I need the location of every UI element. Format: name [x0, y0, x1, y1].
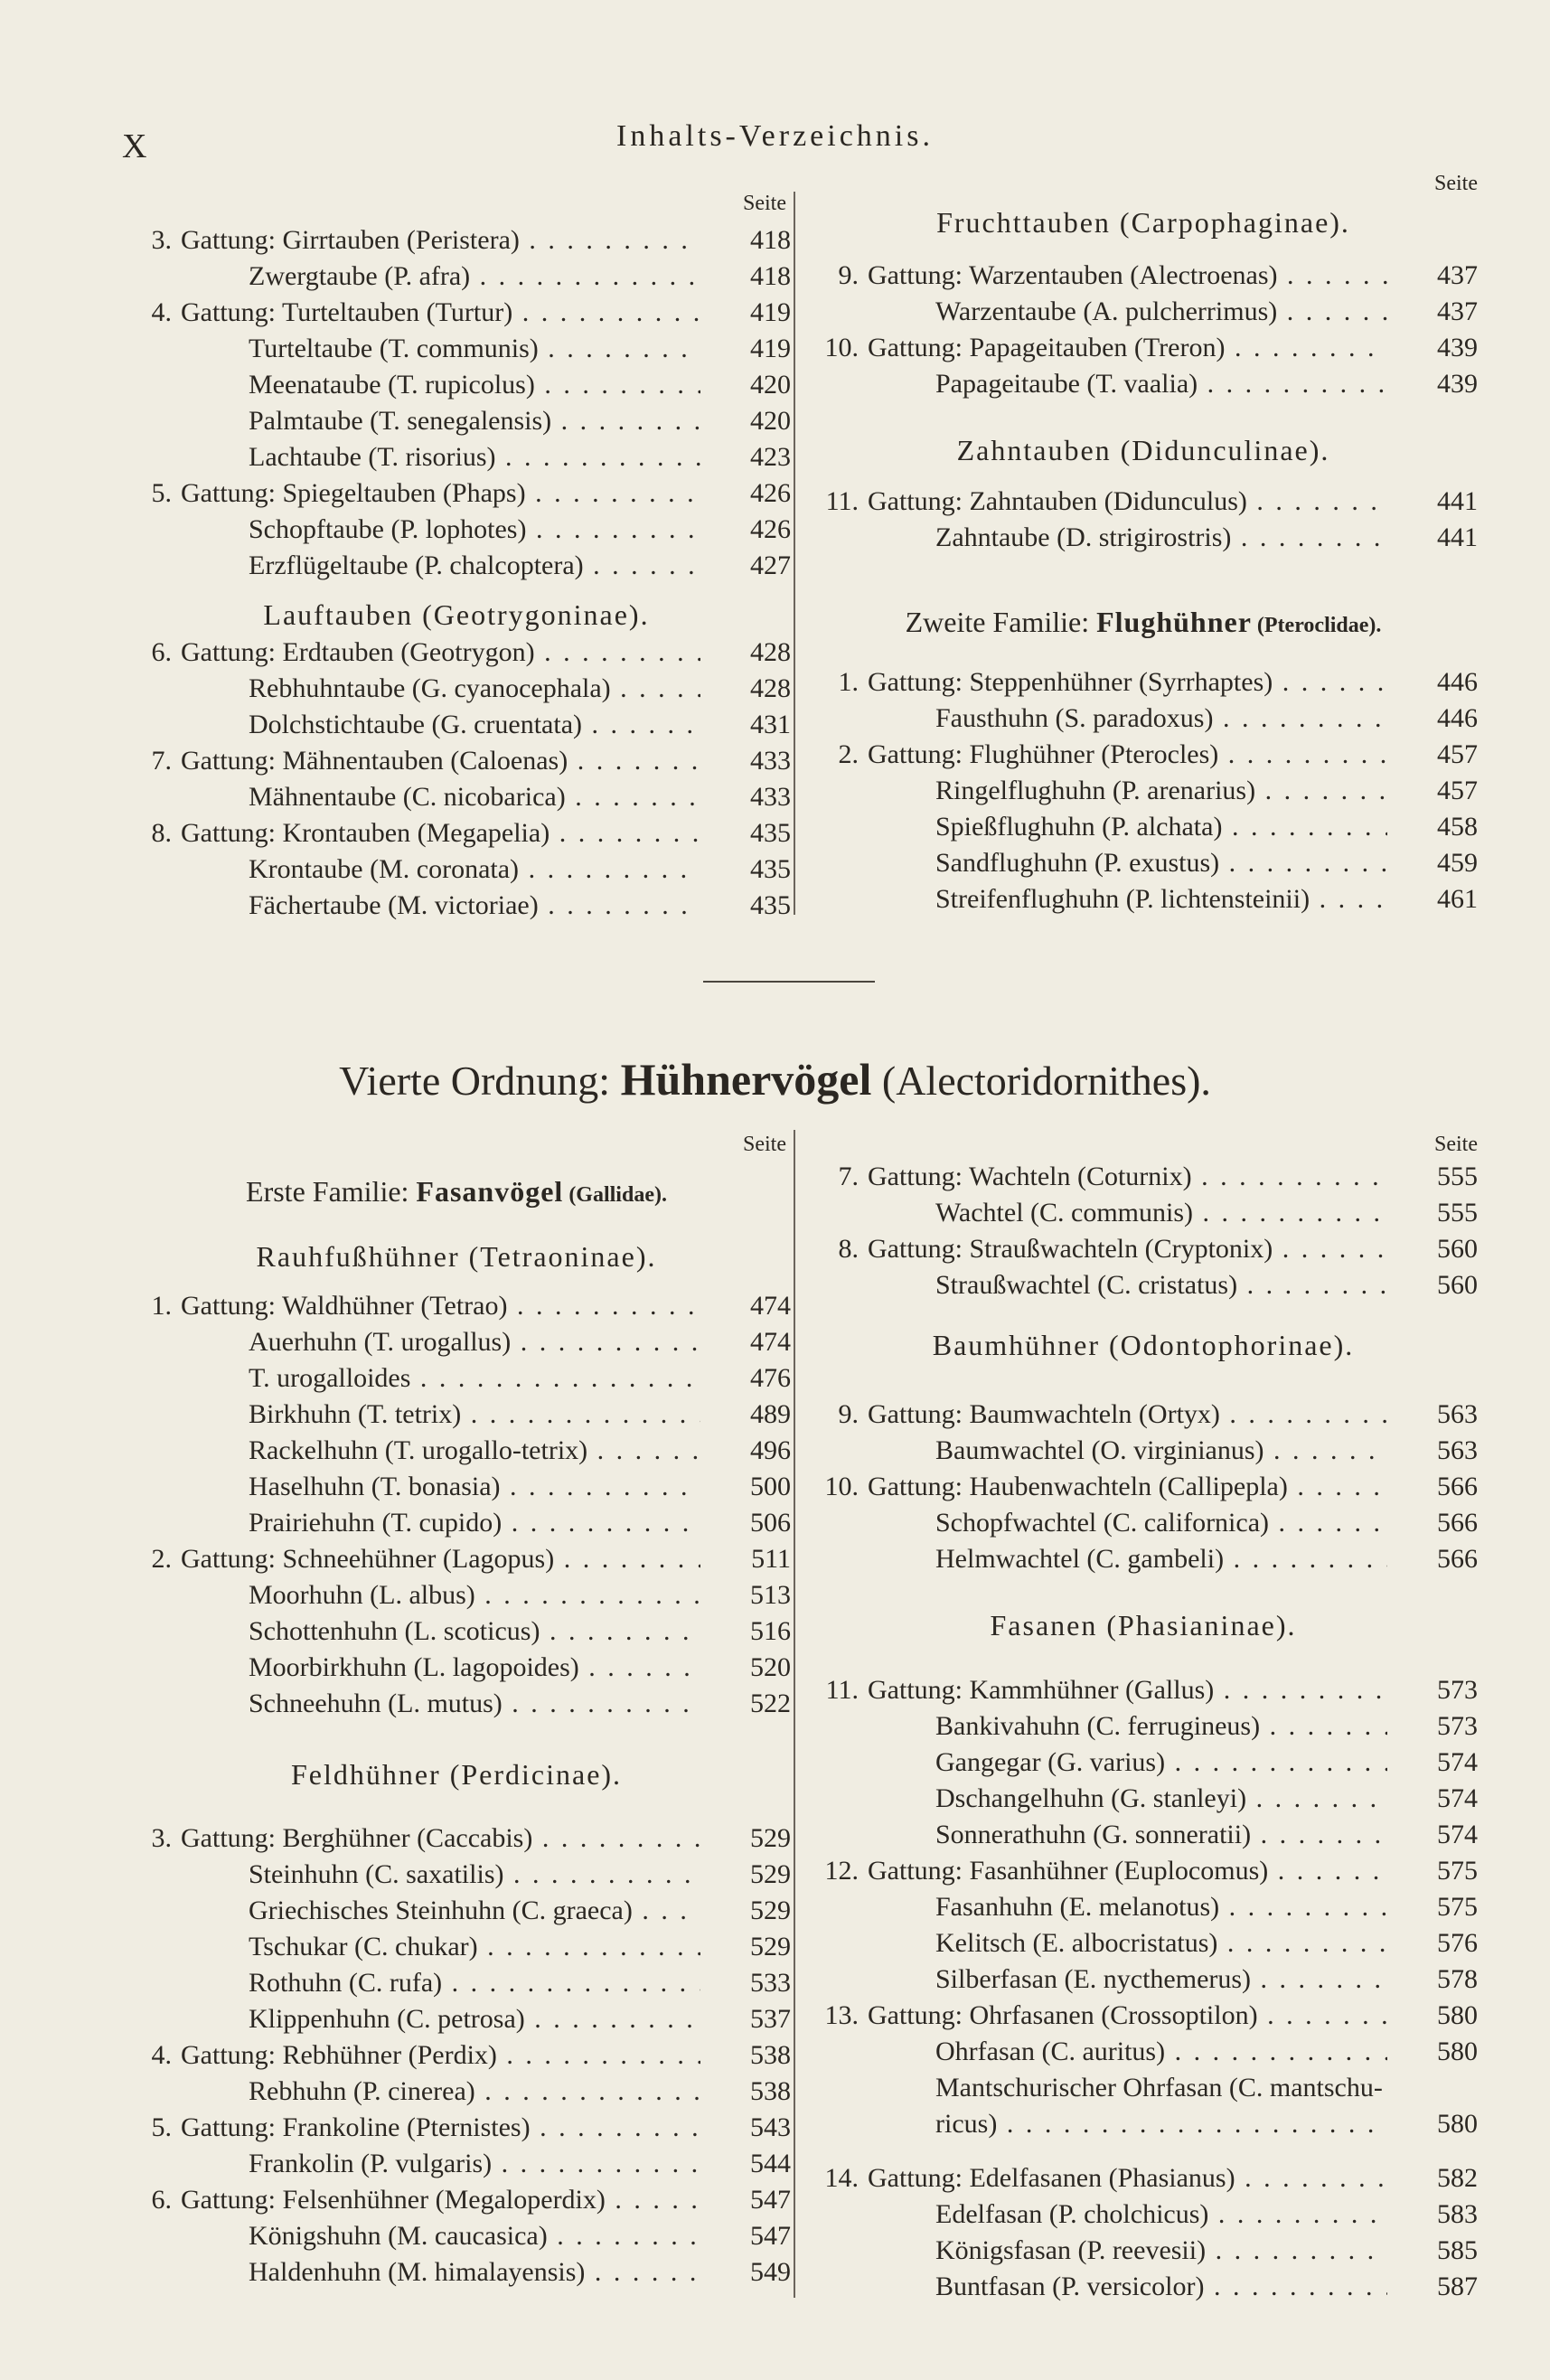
page-ref: 537	[750, 2004, 791, 2034]
column-divider	[794, 192, 795, 915]
toc-entry	[809, 1672, 1478, 1708]
genus-name: Gattung: Baumwachteln (Ortyx) . . .	[868, 1397, 1387, 1433]
page-ref: 575	[1437, 1892, 1478, 1922]
subfamily-heading: Lauftauben (Geotrygoninae).	[263, 598, 650, 631]
page-ref: 431	[750, 710, 791, 739]
page-ref: 575	[1437, 1856, 1478, 1886]
genus-number: 4.	[151, 297, 172, 327]
species-name: Buntfasan (P. versicolor) . . .	[935, 2269, 1387, 2305]
page-ref: 583	[1437, 2199, 1478, 2229]
species-name: Königsfasan (P. reevesii) . . .	[935, 2233, 1387, 2269]
genus-name: Gattung: Steppenhühner (Syrrhaptes) . . .	[868, 664, 1387, 701]
page-ref: 423	[750, 442, 791, 472]
genus-number: 6.	[151, 2185, 172, 2215]
toc-entry	[809, 1889, 1478, 1925]
species-name: Schneehuhn (L. mutus) . . .	[249, 1686, 700, 1722]
family-prefix: Erste Familie:	[246, 1175, 417, 1208]
genus-name: Gattung: Frankoline (Pternistes) . . .	[181, 2110, 700, 2146]
species-name: Zahntaube (D. strigirostris) . . .	[935, 520, 1387, 556]
species-name: Ohrfasan (C. auritus) . . .	[935, 2034, 1387, 2070]
toc-entry	[809, 1195, 1478, 1231]
species-name: Sonnerathuhn (G. sonneratii) . . .	[935, 1817, 1387, 1853]
species-name: Edelfasan (P. cholchicus) . . .	[935, 2197, 1387, 2233]
genus-number: 1.	[151, 1291, 172, 1321]
page-ref: 580	[1437, 2037, 1478, 2066]
page-ref: 544	[750, 2149, 791, 2178]
seite-label: Seite	[1434, 1133, 1478, 1156]
page-ref: 474	[750, 1327, 791, 1357]
genus-number: 5.	[151, 2112, 172, 2142]
genus-number: 11.	[825, 486, 859, 516]
toc-entry	[809, 1925, 1478, 1961]
toc-entry	[809, 845, 1478, 881]
toc-entry	[809, 701, 1478, 737]
toc-entry	[809, 1231, 1478, 1267]
toc-entry	[122, 1613, 791, 1650]
genus-name: Gattung: Erdtauben (Geotrygon) . . .	[181, 635, 700, 671]
page-ref: 435	[750, 890, 791, 920]
toc-entry	[122, 671, 791, 707]
toc-entry	[122, 779, 791, 815]
seite-label: Seite	[743, 192, 786, 215]
family-heading	[122, 1175, 791, 1209]
page-ref: 489	[750, 1399, 791, 1429]
toc-entry	[122, 475, 791, 512]
toc-entry	[809, 1745, 1478, 1781]
species-name: Rothuhn (C. rufa) . . .	[249, 1965, 700, 2001]
page-ref: 573	[1437, 1711, 1478, 1741]
toc-entry	[122, 403, 791, 439]
genus-name: Gattung: Turteltauben (Turtur) . . .	[181, 295, 700, 331]
page-ref: 459	[1437, 848, 1478, 878]
toc-entry	[122, 512, 791, 548]
page-ref: 435	[750, 854, 791, 884]
genus-number: 3.	[151, 225, 172, 255]
toc-entry	[809, 1998, 1478, 2034]
page-ref: 426	[750, 514, 791, 544]
page-ref: 582	[1437, 2163, 1478, 2193]
page-ref: 426	[750, 478, 791, 508]
subfamily-heading: Rauhfußhühner (Tetraoninae).	[256, 1240, 657, 1273]
page-ref: 458	[1437, 812, 1478, 842]
toc-entry	[809, 773, 1478, 809]
toc-entry	[122, 1965, 791, 2001]
toc-entry	[122, 1893, 791, 1929]
genus-name: Gattung: Felsenhühner (Megaloperdix) . . .	[181, 2182, 700, 2218]
genus-number: 10.	[824, 333, 859, 362]
genus-name: Gattung: Mähnentauben (Caloenas) . . .	[181, 743, 700, 779]
genus-name: Gattung: Girrtauben (Peristera) . . .	[181, 222, 700, 259]
page-ref: 555	[1437, 1198, 1478, 1228]
subfamily-heading: Baumhühner (Odontophorinae).	[932, 1329, 1355, 1361]
genus-name: Gattung: Rebhühner (Perdix) . . .	[181, 2037, 700, 2074]
toc-entry	[809, 809, 1478, 845]
subfamily-heading: Feldhühner (Perdicinae).	[290, 1758, 623, 1791]
toc-entry	[809, 484, 1478, 520]
genus-number: 1.	[838, 667, 859, 697]
genus-name: Gattung: Straußwachteln (Cryptonix) . . .	[868, 1231, 1387, 1267]
order-prefix: Vierte Ordnung:	[339, 1058, 611, 1104]
genus-number: 9.	[838, 1399, 859, 1429]
toc-entry	[809, 1267, 1478, 1303]
page-ref: 446	[1437, 703, 1478, 733]
genus-name: Gattung: Ohrfasanen (Crossoptilon) . . .	[868, 1998, 1387, 2034]
page-ref: 511	[751, 1544, 791, 1574]
toc-entry	[122, 815, 791, 851]
toc-entry	[122, 222, 791, 259]
species-name: Zwergtaube (P. afra) . . .	[249, 259, 700, 295]
species-name: Königshuhn (M. caucasica) . . .	[249, 2218, 700, 2254]
genus-number: 3.	[151, 1823, 172, 1853]
toc-entry	[122, 2001, 791, 2037]
genus-name: Gattung: Warzentauben (Alectroenas) . . .	[868, 258, 1387, 294]
genus-name: Gattung: Berghühner (Caccabis) . . .	[181, 1820, 700, 1857]
species-name: Ringelflughuhn (P. arenarius) . . .	[935, 773, 1387, 809]
page-ref: 419	[750, 297, 791, 327]
genus-name: Gattung: Haubenwachteln (Callipepla) . . .	[868, 1469, 1387, 1505]
genus-number: 5.	[151, 478, 172, 508]
page-ref: 433	[750, 746, 791, 776]
page-ref: 446	[1437, 667, 1478, 697]
running-title: Inhalts-Verzeichnis.	[616, 119, 934, 153]
subfamily-heading: Fasanen (Phasianinae).	[990, 1609, 1297, 1642]
genus-number: 7.	[151, 746, 172, 776]
toc-entry	[122, 367, 791, 403]
toc-entry	[809, 1469, 1478, 1505]
toc-entry	[122, 1650, 791, 1686]
genus-name: Gattung: Papageitauben (Treron) . . .	[868, 330, 1387, 366]
species-name: Rebhuhntaube (G. cyanocephala) . . .	[249, 671, 700, 707]
species-name: Spießflughuhn (P. alchata) . . .	[935, 809, 1387, 845]
page-ref: 585	[1437, 2235, 1478, 2265]
page-ref: 580	[1437, 2109, 1478, 2139]
toc-entry	[122, 1820, 791, 1857]
toc-entry	[809, 2197, 1478, 2233]
toc-entry	[122, 2218, 791, 2254]
genus-number: 11.	[825, 1675, 859, 1705]
page-ref: 573	[1437, 1675, 1478, 1705]
species-name: Frankolin (P. vulgaris) . . .	[249, 2146, 700, 2182]
toc-entry	[809, 330, 1478, 366]
toc-entry	[122, 2110, 791, 2146]
genus-number: 2.	[838, 739, 859, 769]
seite-label: Seite	[743, 1133, 786, 1156]
species-name: Erzflügeltaube (P. chalcoptera) . . .	[249, 548, 700, 584]
page-ref: 555	[1437, 1162, 1478, 1191]
species-name: Haselhuhn (T. bonasia) . . .	[249, 1469, 700, 1505]
page-ref: 441	[1437, 486, 1478, 516]
species-name: Haldenhuhn (M. himalayensis) . . .	[249, 2254, 700, 2291]
toc-entry	[809, 520, 1478, 556]
toc-entry	[809, 2233, 1478, 2269]
page-ref: 441	[1437, 522, 1478, 552]
page-ref: 574	[1437, 1747, 1478, 1777]
species-name: Fausthuhn (S. paradoxus) . . .	[935, 701, 1387, 737]
species-name: Palmtaube (T. senegalensis) . . .	[249, 403, 700, 439]
species-name: Mähnentaube (C. nicobarica) . . .	[249, 779, 700, 815]
page-ref: 461	[1437, 884, 1478, 914]
toc-entry	[809, 2269, 1478, 2305]
page-ref: 474	[750, 1291, 791, 1321]
genus-name: Gattung: Flughühner (Pterocles) . . .	[868, 737, 1387, 773]
toc-entry	[122, 2146, 791, 2182]
species-name: Schopfwachtel (C. californica) . . .	[935, 1505, 1387, 1541]
family-prefix: Zweite Familie:	[905, 606, 1097, 638]
toc-entry	[122, 851, 791, 888]
toc-entry	[809, 2160, 1478, 2197]
genus-number: 2.	[151, 1544, 172, 1574]
seite-label: Seite	[1434, 172, 1478, 195]
species-name: Meenataube (T. rupicolus) . . .	[249, 367, 700, 403]
page-ref: 587	[1437, 2272, 1478, 2301]
page-ref: 437	[1437, 260, 1478, 290]
toc-entry	[809, 2070, 1478, 2106]
page-ref: 418	[750, 225, 791, 255]
toc-entry	[809, 1961, 1478, 1998]
page-ref: 566	[1437, 1544, 1478, 1574]
genus-number: 10.	[824, 1472, 859, 1501]
page-ref: 522	[750, 1689, 791, 1718]
toc-entry	[122, 1857, 791, 1893]
species-name: Schottenhuhn (L. scoticus) . . .	[249, 1613, 700, 1650]
species-name: Fasanhuhn (E. melanotus) . . .	[935, 1889, 1387, 1925]
page-number: X	[122, 127, 147, 165]
toc-entry	[122, 2074, 791, 2110]
toc-entry	[809, 1159, 1478, 1195]
toc-entry	[809, 1817, 1478, 1853]
genus-number: 8.	[151, 818, 172, 848]
page-ref: 538	[750, 2040, 791, 2070]
toc-entry	[809, 366, 1478, 402]
family-heading	[809, 606, 1478, 639]
genus-number: 8.	[838, 1234, 859, 1264]
toc-entry	[809, 1781, 1478, 1817]
page-ref: 420	[750, 370, 791, 400]
page-ref: 500	[750, 1472, 791, 1501]
toc-entry	[809, 737, 1478, 773]
column-divider	[794, 1130, 795, 2298]
page-ref: 435	[750, 818, 791, 848]
species-name: Baumwachtel (O. virginianus) . . .	[935, 1433, 1387, 1469]
genus-number: 7.	[838, 1162, 859, 1191]
genus-name: Gattung: Fasanhühner (Euplocomus) . . .	[868, 1853, 1387, 1889]
toc-entry	[122, 1541, 791, 1577]
page-ref: 580	[1437, 2000, 1478, 2030]
species-name: Kelitsch (E. albocristatus) . . .	[935, 1925, 1387, 1961]
genus-number: 9.	[838, 260, 859, 290]
toc-entry	[809, 1505, 1478, 1541]
toc-entry	[809, 1397, 1478, 1433]
toc-entry	[809, 2034, 1478, 2070]
page-ref: 439	[1437, 333, 1478, 362]
toc-entry	[809, 1541, 1478, 1577]
species-name: Steinhuhn (C. saxatilis) . . .	[249, 1857, 700, 1893]
page-ref: 457	[1437, 739, 1478, 769]
toc-entry	[122, 1360, 791, 1397]
genus-number: 12.	[824, 1856, 859, 1886]
species-name: Gangegar (G. varius) . . .	[935, 1745, 1387, 1781]
toc-entry	[122, 1288, 791, 1324]
page-ref: 563	[1437, 1399, 1478, 1429]
species-name: Krontaube (M. coronata) . . .	[249, 851, 700, 888]
toc-entry	[122, 1505, 791, 1541]
order-latin: (Alectoridornithes).	[881, 1058, 1211, 1104]
species-name: Rebhuhn (P. cinerea) . . .	[249, 2074, 700, 2110]
toc-entry	[122, 295, 791, 331]
species-name: Prairiehuhn (T. cupido) . . .	[249, 1505, 700, 1541]
species-name: Silberfasan (E. nycthemerus) . . .	[935, 1961, 1387, 1998]
page-ref: 574	[1437, 1783, 1478, 1813]
toc-entry	[122, 888, 791, 924]
toc-entry	[122, 1577, 791, 1613]
toc-entry	[122, 743, 791, 779]
subfamily-heading: Zahntauben (Didunculinae).	[956, 434, 1330, 466]
genus-name: Gattung: Krontauben (Megapelia) . . .	[181, 815, 700, 851]
species-name: Griechisches Steinhuhn (C. graeca) . . .	[249, 1893, 700, 1929]
family-latin: (Pteroclidae).	[1251, 614, 1382, 637]
page-ref: 419	[750, 334, 791, 363]
toc-entry	[122, 635, 791, 671]
species-name: Rackelhuhn (T. urogallo-tetrix) . . .	[249, 1433, 700, 1469]
genus-name: Gattung: Spiegeltauben (Phaps) . . .	[181, 475, 700, 512]
genus-name: Gattung: Waldhühner (Tetrao) . . .	[181, 1288, 700, 1324]
species-name: Turteltaube (T. communis) . . .	[249, 331, 700, 367]
page-ref: 574	[1437, 1820, 1478, 1849]
species-name: Warzentaube (A. pulcherrimus) . . .	[935, 294, 1387, 330]
species-name: Wachtel (C. communis) . . .	[935, 1195, 1387, 1231]
page-ref: 560	[1437, 1270, 1478, 1300]
toc-entry	[122, 2254, 791, 2291]
page-ref: 418	[750, 261, 791, 291]
toc-entry	[122, 2182, 791, 2218]
species-name: Moorhuhn (L. albus) . . .	[249, 1577, 700, 1613]
genus-number: 14.	[824, 2163, 859, 2193]
toc-entry	[122, 707, 791, 743]
genus-name: Gattung: Zahntauben (Didunculus) . . .	[868, 484, 1387, 520]
page-ref: 516	[750, 1616, 791, 1646]
page-ref: 547	[750, 2221, 791, 2251]
page-ref: 428	[750, 673, 791, 703]
page-ref: 476	[750, 1363, 791, 1393]
section-divider	[703, 981, 875, 983]
species-name: Sandflughuhn (P. exustus) . . .	[935, 845, 1387, 881]
toc-entry	[809, 1708, 1478, 1745]
page-ref: 529	[750, 1859, 791, 1889]
genus-name: Gattung: Wachteln (Coturnix) . . .	[868, 1159, 1387, 1195]
toc-entry	[122, 1469, 791, 1505]
toc-entry	[122, 1929, 791, 1965]
family-name: Fasanvögel	[416, 1175, 564, 1208]
genus-number: 13.	[824, 2000, 859, 2030]
page-ref: 529	[750, 1823, 791, 1853]
toc-entry	[809, 2106, 1478, 2142]
page-ref: 538	[750, 2076, 791, 2106]
page-ref: 433	[750, 782, 791, 812]
page-ref: 420	[750, 406, 791, 436]
toc-entry	[122, 1397, 791, 1433]
species-name: Klippenhuhn (C. petrosa) . . .	[249, 2001, 700, 2037]
species-name: Dschangelhuhn (G. stanleyi) . . .	[935, 1781, 1387, 1817]
page-ref: 563	[1437, 1435, 1478, 1465]
species-name: Dolchstichtaube (G. cruentata) . . .	[249, 707, 700, 743]
genus-name: Gattung: Edelfasanen (Phasianus) . . .	[868, 2160, 1387, 2197]
page-ref: 566	[1437, 1508, 1478, 1538]
page-ref: 513	[750, 1580, 791, 1610]
page-ref: 547	[750, 2185, 791, 2215]
species-name: Helmwachtel (C. gambeli) . . .	[935, 1541, 1387, 1577]
species-name: Streifenflughuhn (P. lichtensteinii) . . .	[935, 881, 1387, 917]
toc-entry	[122, 1324, 791, 1360]
toc-entry	[809, 881, 1478, 917]
family-latin: (Gallidae).	[563, 1183, 667, 1207]
species-name: ricus) . . .	[935, 2106, 1387, 2142]
page-ref: 533	[750, 1968, 791, 1998]
species-name: Schopftaube (P. lophotes) . . .	[249, 512, 700, 548]
species-name: T. urogalloides . . .	[249, 1360, 700, 1397]
toc-entry	[122, 439, 791, 475]
toc-entry	[122, 548, 791, 584]
page-ref: 576	[1437, 1928, 1478, 1958]
page-ref: 506	[750, 1508, 791, 1538]
species-name: Tschukar (C. chukar) . . .	[249, 1929, 700, 1965]
page-ref: 543	[750, 2112, 791, 2142]
toc-entry	[809, 258, 1478, 294]
page-ref: 560	[1437, 1234, 1478, 1264]
page-ref: 578	[1437, 1964, 1478, 1994]
toc-entry	[122, 1686, 791, 1722]
species-name: Auerhuhn (T. urogallus) . . .	[249, 1324, 700, 1360]
genus-number: 4.	[151, 2040, 172, 2070]
toc-entry	[809, 664, 1478, 701]
genus-name: Gattung: Schneehühner (Lagopus) . . .	[181, 1541, 700, 1577]
page-ref: 529	[750, 1896, 791, 1925]
species-name: Birkhuhn (T. tetrix) . . .	[249, 1397, 700, 1433]
order-name: Hühnervögel	[620, 1054, 872, 1105]
order-title	[0, 1053, 1550, 1105]
genus-number: 6.	[151, 637, 172, 667]
species-name: Straußwachtel (C. cristatus) . . .	[935, 1267, 1387, 1303]
toc-entry	[122, 259, 791, 295]
toc-entry	[122, 1433, 791, 1469]
species-name: Bankivahuhn (C. ferrugineus) . . .	[935, 1708, 1387, 1745]
page-ref: 529	[750, 1932, 791, 1961]
family-name: Flughühner	[1096, 606, 1252, 638]
species-name: Papageitaube (T. vaalia) . . .	[935, 366, 1387, 402]
toc-entry	[809, 1433, 1478, 1469]
species-name: Lachtaube (T. risorius) . . .	[249, 439, 700, 475]
page-ref: 496	[750, 1435, 791, 1465]
page-ref: 428	[750, 637, 791, 667]
toc-entry	[122, 331, 791, 367]
page-ref: 439	[1437, 369, 1478, 399]
species-name: Moorbirkhuhn (L. lagopoides) . . .	[249, 1650, 700, 1686]
toc-entry	[809, 294, 1478, 330]
species-name: Fächertaube (M. victoriae) . . .	[249, 888, 700, 924]
toc-entry	[122, 2037, 791, 2074]
page-ref: 520	[750, 1652, 791, 1682]
genus-name: Gattung: Kammhühner (Gallus) . . .	[868, 1672, 1387, 1708]
page-ref: 549	[750, 2257, 791, 2287]
subfamily-heading: Fruchttauben (Carpophaginae).	[936, 206, 1350, 239]
species-name: Mantschurischer Ohrfasan (C. mantschu- . . .	[935, 2070, 1387, 2106]
page-ref: 457	[1437, 776, 1478, 805]
page-ref: 566	[1437, 1472, 1478, 1501]
toc-entry	[809, 1853, 1478, 1889]
page-ref: 437	[1437, 296, 1478, 326]
page-ref: 427	[750, 550, 791, 580]
